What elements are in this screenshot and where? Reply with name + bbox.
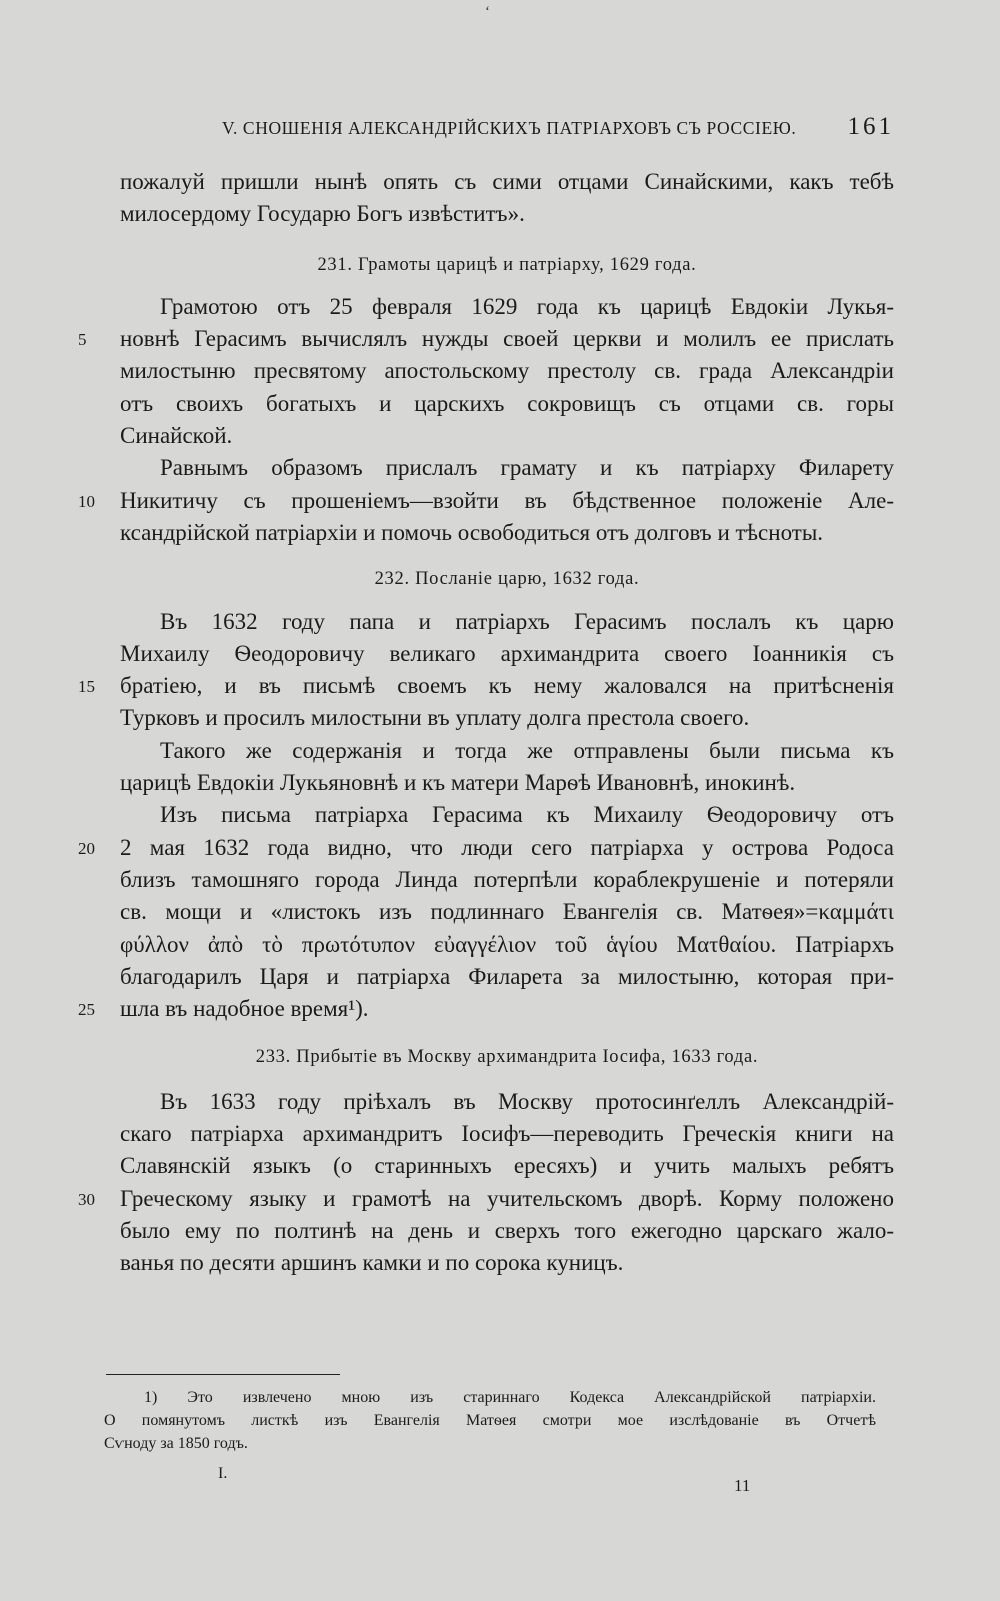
text-line [120,961,894,993]
text-line [120,1118,894,1150]
paragraph [120,735,894,800]
section-heading: 232. Посланіе царю, 1632 года. [374,569,640,590]
line-text: Синайской. [120,423,233,449]
text-line [120,702,894,734]
text-line [120,291,894,323]
running-header [222,113,894,141]
line-text: скаго патріарха архимандритъ Іосифъ—переводить Греческія книги на [120,1121,894,1147]
line-text: φύλλον ἀπὸ τὸ πρωτότυπον εὐαγγέλιον τοῦ ἁγίου Ματθαίου. Патріархъ [120,931,894,957]
text-line [120,1150,894,1182]
line-text: близъ тамошняго города Линда потерпѣли кораблекрушеніе и потеряли [120,866,894,892]
line-text: Въ 1632 году папа и патріархъ Герасимъ послалъ къ царю [160,608,894,634]
text-line [78,1183,894,1215]
line-text: шла въ надобное время¹). [120,996,369,1022]
line-text: Грамотою отъ 25 февраля 1629 года къ царицѣ Евдокіи Лукья- [160,293,894,319]
text-line [120,388,894,420]
text-line [120,1086,894,1118]
top-mark: ʻ [485,4,490,20]
text-line [78,993,894,1025]
footnote-line: О помянутомъ листкѣ изъ Евангелія Матѳея смотри мое изслѣдованіе въ Отчетѣ [104,1412,876,1429]
line-text: милостыню пресвятому апостольскому престолу св. града Александріи [120,358,894,384]
line-text: благодарилъ Царя и патріарха Филарета за милостыню, которая при- [120,963,894,989]
text-line [120,517,894,549]
text-line [120,896,894,928]
text-line [78,832,894,864]
line-text: новнѣ Герасимъ вычислялъ нужды своей церкви и молилъ ее прислать [120,326,894,352]
section-heading: 233. Прибытіе въ Москву архимандрита Іосифа, 1633 года. [255,1047,759,1068]
intro-paragraph [120,166,894,231]
paragraph [78,799,894,1025]
line-text: Турковъ и просилъ милостыни въ уплату долга престола своего. [120,705,750,731]
text-line [120,929,894,961]
text-line [120,735,894,767]
text-line [120,1247,894,1279]
line-number: 5 [78,330,87,350]
footnote-line: Сѵноду за 1850 годъ. [104,1435,248,1452]
text-line [78,670,894,702]
text-line: милосердому Государю Богъ извѣститъ». [120,201,525,227]
paragraph [78,291,894,452]
text-line [120,799,894,831]
line-number: 30 [78,1189,95,1209]
line-text: отъ своихъ богатыхъ и царскихъ сокровищъ съ отцами св. горы [120,390,894,416]
text-line [120,767,894,799]
line-text: Никитичу съ прошеніемъ—взойти въ бѣдственное положеніе Але- [120,487,894,513]
text-line [120,606,894,638]
running-title: V. СНОШЕНІЯ АЛЕКСАНДРІЙСКИХЪ ПАТРІАРХОВЪ СЪ РОССІЕЮ. [222,118,797,138]
paragraph [78,606,894,735]
text-line [78,323,894,355]
footnote-rule [106,1374,340,1375]
page-number: 161 [847,113,894,140]
footnote-line: 1) Это извлечено мною изъ стариннаго Кодекса Александрійской патріархіи. [144,1389,876,1406]
line-number: 10 [78,491,95,511]
line-text: Равнымъ образомъ прислалъ грамату и къ патріарху Филарету [160,455,894,481]
text-line [120,1215,894,1247]
page-body [78,166,894,1280]
text-line [120,355,894,387]
text-line: пожалуй пришли нынѣ опять съ сими отцами Синайскими, какъ тебѣ [120,169,894,194]
text-line [120,638,894,670]
line-text: Михаилу Ѳеодоровичу великаго архимандрита своего Іоанникія съ [120,640,894,666]
line-text: Въ 1633 году пріѣхалъ въ Москву протосинґеллъ Александрій- [160,1088,894,1114]
sheet-number: 11 [734,1476,751,1495]
printer-signature: I. [218,1465,228,1482]
line-text: ксандрійской патріархіи и помочь освободиться отъ долговъ и тѣсноты. [120,519,824,545]
line-text: Изъ письма патріарха Герасима къ Михаилу Ѳеодоровичу отъ [160,802,894,828]
line-text: Греческому языку и грамотѣ на учительскомъ дворѣ. Корму положено [120,1185,894,1211]
line-text: ванья по десяти аршинъ камки и по сорока куницъ. [120,1250,624,1276]
line-number: 20 [78,838,95,858]
line-text: Такого же содержанія и тогда же отправлены были письма къ [160,737,894,763]
line-text: было ему по полтинѣ на день и сверхъ того ежегодно царскаго жало- [120,1217,894,1243]
line-number: 15 [78,677,95,697]
line-text: Славянскій языкъ (о старинныхъ ересяхъ) и учить малыхъ ребятъ [120,1153,894,1179]
text-line [78,485,894,517]
line-text: царицѣ Евдокіи Лукьяновнѣ и къ матери Марѳѣ Ивановнѣ, инокинѣ. [120,770,796,796]
sections [78,249,894,1280]
paragraph [78,452,894,549]
text-line [120,420,894,452]
line-number: 25 [78,1000,95,1020]
text-line [120,864,894,896]
text-line [120,452,894,484]
section-heading: 231. Грамоты царицѣ и патріарху, 1629 года. [317,254,697,275]
paragraph [78,1086,894,1280]
line-text: 2 мая 1632 года видно, что люди сего патріарха у острова Родоса [120,834,894,860]
line-text: братіею, и въ письмѣ своемъ къ нему жаловался на притѣсненія [120,673,894,699]
footnote [104,1386,876,1455]
line-text: св. мощи и «листокъ изъ подлиннаго Евангелія св. Матѳея»=καμμάτι [120,899,894,925]
